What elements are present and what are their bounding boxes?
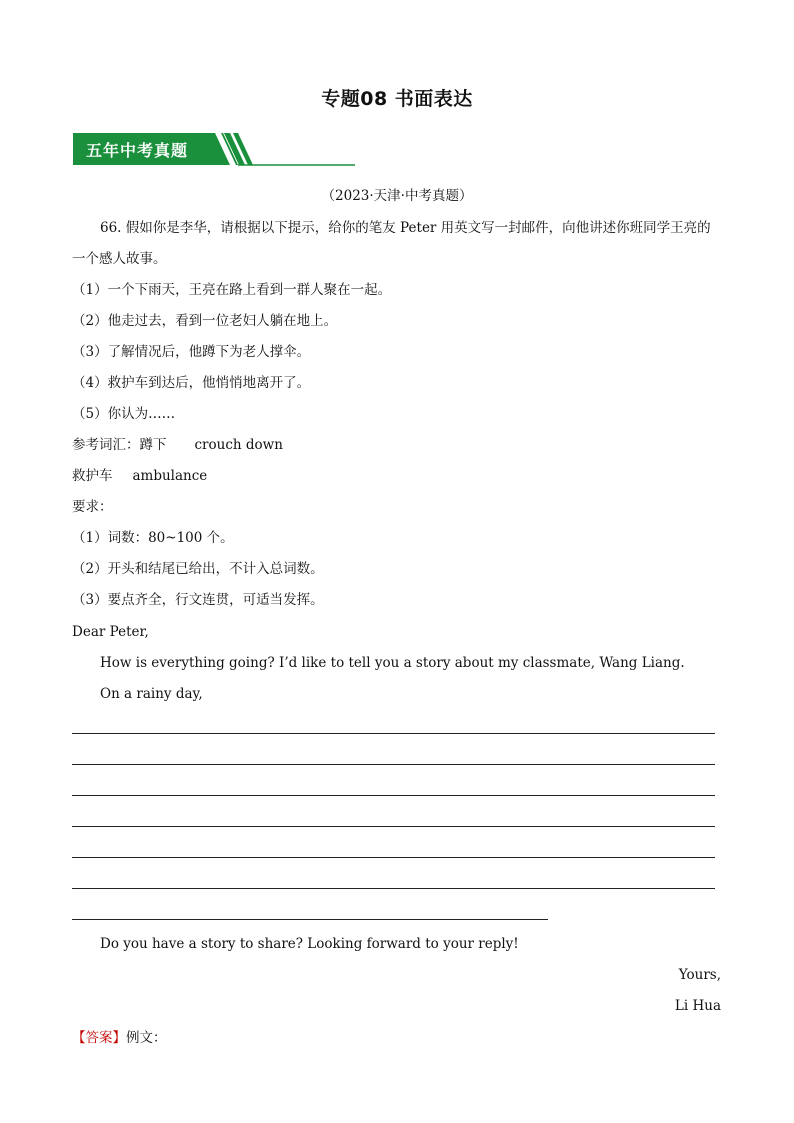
letter-opening: How is everything going? I’d like to tell you a story about my classmate, Wang Liang. xyxy=(100,655,685,671)
vocab-row xyxy=(72,435,283,455)
question-text-line1: 66. 假如你是李华，请根据以下提示，给你的笔友 Peter 用英文写一封邮件，向他讲述你班同学王亮的 xyxy=(100,220,711,236)
requirements-heading: 要求： xyxy=(72,499,113,515)
requirement-item: （2）开头和结尾已给出，不计入总词数。 xyxy=(72,561,324,577)
prompt-item: （1）一个下雨天，王亮在路上看到一群人聚在一起。 xyxy=(72,282,392,298)
letter-start: On a rainy day, xyxy=(100,686,203,702)
answer-tag: 【答案】 xyxy=(72,1030,126,1046)
question-source: （2023·天津·中考真题） xyxy=(321,188,473,204)
writing-line xyxy=(72,888,715,889)
prompt-item: （5）你认为…… xyxy=(72,406,176,422)
writing-line xyxy=(72,733,715,734)
vocab-row xyxy=(72,466,207,486)
prompt-item: （3）了解情况后，他蹲下为老人撑伞。 xyxy=(72,344,311,360)
prompt-item: （4）救护车到达后，他悄悄地离开了。 xyxy=(72,375,311,391)
answer-label xyxy=(72,1028,167,1048)
requirement-item: （1）词数：80~100 个。 xyxy=(72,530,234,546)
vocab-english: ambulance xyxy=(132,468,208,484)
letter-signoff: Yours, xyxy=(678,967,721,983)
vocab-term: 参考词汇：蹲下 xyxy=(72,437,167,453)
writing-line xyxy=(72,857,715,858)
vocab-english: crouch down xyxy=(194,437,283,453)
question-text-line2: 一个感人故事。 xyxy=(72,251,167,267)
requirement-item: （3）要点齐全，行文连贯，可适当发挥。 xyxy=(72,592,324,608)
vocab-term: 救护车 xyxy=(72,468,113,484)
writing-line xyxy=(72,764,715,765)
writing-line xyxy=(72,826,715,827)
section-banner-label: 五年中考真题 xyxy=(86,141,189,160)
answer-example-label: 例文： xyxy=(126,1030,167,1046)
letter-signature: Li Hua xyxy=(674,998,721,1014)
letter-greeting: Dear Peter, xyxy=(72,624,149,640)
writing-line xyxy=(72,919,548,920)
letter-closing: Do you have a story to share? Looking forward to your reply! xyxy=(100,936,519,952)
section-banner xyxy=(73,131,363,167)
writing-line xyxy=(72,795,715,796)
page-title: 专题08 书面表达 xyxy=(321,88,473,110)
prompt-item: （2）他走过去，看到一位老妇人躺在地上。 xyxy=(72,313,338,329)
